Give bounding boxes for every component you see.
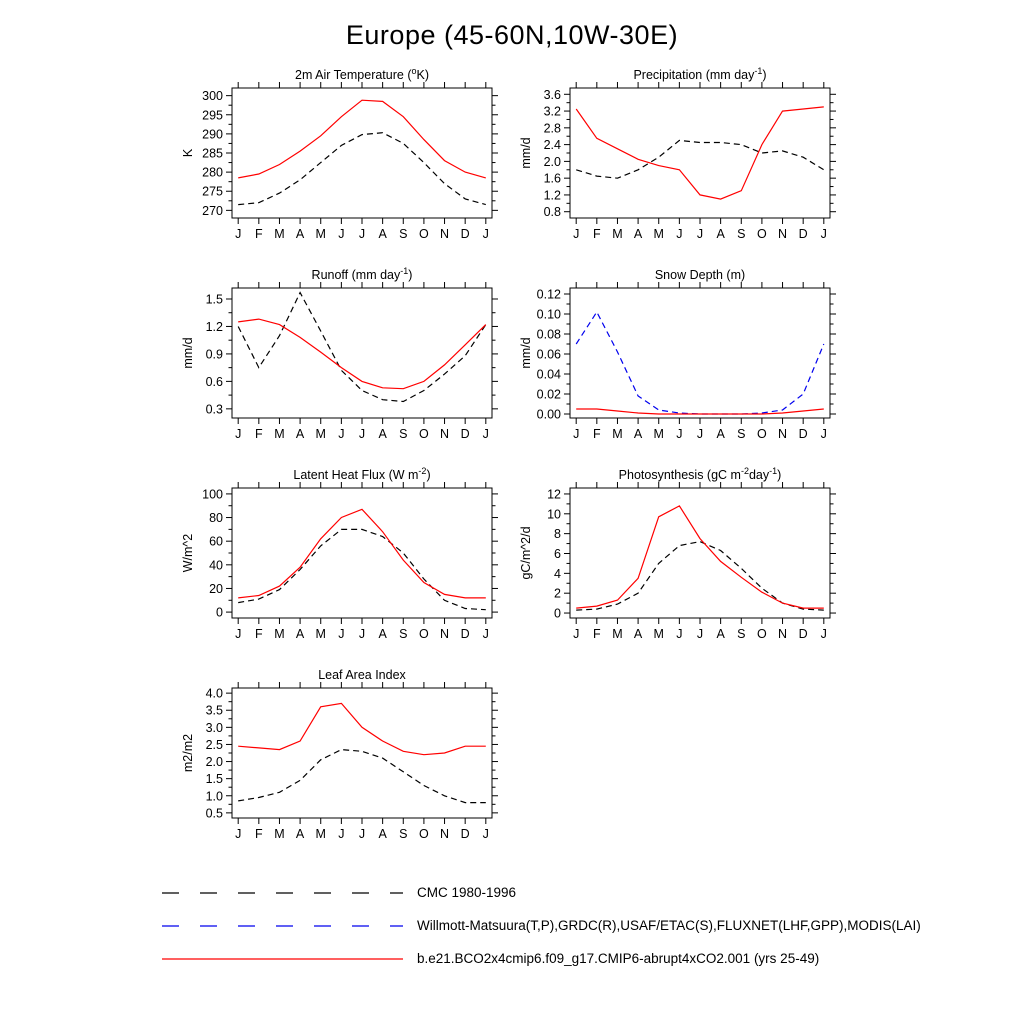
title-sup: -2 [740,466,749,476]
x-tick-label: N [440,227,450,241]
title-text: ) [777,468,782,483]
x-tick-label: J [482,227,489,241]
x-tick-label: J [676,427,683,441]
air-temperature-plot [162,66,502,262]
x-tick-label: M [315,627,326,641]
title-text: Leaf Area Index [318,668,406,683]
y-tick-label: 1.2 [543,188,561,203]
y-tick-label: 4 [554,566,561,581]
x-tick-label: A [716,427,725,441]
x-tick-label: N [778,227,788,241]
x-tick-label: J [696,427,704,441]
y-tick-label: 0 [216,605,223,620]
title-sup: -1 [754,66,763,76]
x-tick-label: A [716,227,725,241]
y-tick-label: 0.5 [205,806,223,821]
title-sup: -2 [418,466,427,476]
y-axis-label: mm/d [181,337,195,369]
chart-latent-heat-flux [162,466,502,662]
y-tick-label: 2.0 [543,154,561,169]
y-tick-label: 0.06 [536,347,561,362]
axes [226,482,498,624]
x-tick-label: S [399,227,408,241]
x-tick-label: A [295,427,305,441]
y-tick-label: 12 [547,487,561,502]
x-tick-label: F [255,627,263,641]
x-tick-label: J [358,227,366,241]
y-tick-label: 2.4 [543,138,561,153]
snow-depth-plot [500,266,840,462]
x-tick-label: F [593,227,601,241]
x-tick-label: J [358,827,366,841]
title-text: ) [408,268,413,283]
x-tick-label: N [440,427,450,441]
axes [226,682,498,824]
x-tick-label: J [338,427,345,441]
x-tick-label: J [676,627,683,641]
y-tick-label: 80 [209,511,223,526]
x-tick-label: M [315,827,326,841]
leaf-area-index-plot [162,666,502,862]
x-tick-label: J [573,627,580,641]
x-tick-label: J [235,827,242,841]
x-tick-label: A [295,227,305,241]
y-tick-label: 285 [202,146,223,161]
x-tick-label: O [419,427,429,441]
x-tick-label: A [633,427,643,441]
x-tick-label: A [378,227,387,241]
x-tick-label: A [378,627,387,641]
title-text: Runoff (mm day [311,268,401,283]
x-tick-label: J [338,227,345,241]
x-tick-label: J [358,427,366,441]
series-obs-dashed-black [238,293,486,402]
y-tick-label: 1.6 [543,171,561,186]
y-tick-label: 3.2 [543,104,561,119]
y-tick-label: 1.5 [205,772,223,787]
chart-leaf-area-index [162,666,502,862]
x-tick-label: M [274,627,285,641]
x-tick-label: F [255,227,263,241]
figure-title: Europe (45-60N,10W-30E) [345,20,679,50]
y-tick-label: 20 [209,581,223,596]
y-axis-label: mm/d [519,137,533,169]
x-tick-label: J [573,427,580,441]
x-tick-label: D [460,627,470,641]
x-tick-label: F [255,827,263,841]
x-tick-label: A [716,627,725,641]
x-tick-label: J [482,827,489,841]
x-tick-label: M [315,227,326,241]
latent-heat-flux-plot [162,466,502,662]
y-axis-label: gC/m^2/d [519,526,533,580]
x-tick-label: A [378,427,387,441]
series-model-red [238,703,486,754]
legend-item [160,876,921,909]
axes [564,82,836,224]
photosynthesis-plot [500,466,840,662]
series-obs-dashed-black [238,750,486,803]
y-tick-label: 295 [202,108,223,123]
y-tick-label: 275 [202,184,223,199]
x-tick-label: M [612,427,623,441]
axes [564,482,836,624]
y-tick-label: 1.5 [205,292,223,307]
legend-label: Willmott-Matsuura(T,P),GRDC(R),USAF/ETAC(S),FLUXNET(LHF,GPP),MODIS(LAI) [417,918,921,933]
x-tick-label: F [593,427,601,441]
y-tick-label: 290 [202,127,223,142]
x-tick-label: J [820,227,827,241]
chart-photosynthesis [500,466,840,662]
x-tick-label: D [460,427,470,441]
y-tick-label: 8 [554,527,561,542]
axes [226,82,498,224]
x-tick-label: M [274,427,285,441]
x-tick-label: F [255,427,263,441]
x-tick-label: S [737,227,746,241]
title-sup: -1 [400,266,409,276]
legend [160,876,921,975]
y-tick-label: 0.08 [536,327,561,342]
x-tick-label: A [378,827,387,841]
legend-label: CMC 1980-1996 [417,885,517,900]
x-tick-label: D [460,827,470,841]
title-sup: o [411,66,417,76]
y-tick-label: 100 [202,487,223,502]
x-tick-label: N [440,827,450,841]
series-model-red [238,100,486,178]
series-model-red [238,509,486,598]
x-tick-label: F [593,627,601,641]
x-tick-label: J [696,627,704,641]
legend-line-dashed-black [160,886,405,900]
y-tick-label: 40 [209,558,223,573]
y-axis-label: W/m^2 [181,533,195,573]
y-tick-label: 0.10 [536,307,561,322]
x-tick-label: J [482,627,489,641]
x-tick-label: J [820,627,827,641]
y-tick-label: 2 [554,586,561,601]
series-obs-dashed-black [238,529,486,609]
x-tick-label: M [653,627,664,641]
y-tick-label: 3.5 [205,703,223,718]
title-text: K) [416,68,429,83]
x-tick-label: N [778,427,788,441]
title-text: Latent Heat Flux (W m [293,468,419,483]
y-tick-label: 0 [554,606,561,621]
y-tick-label: 280 [202,165,223,180]
title-text: day [748,468,770,483]
y-tick-label: 3.6 [543,87,561,102]
x-tick-label: M [612,227,623,241]
x-tick-label: O [757,427,767,441]
y-tick-label: 2.5 [205,737,223,752]
y-tick-label: 0.02 [536,387,561,402]
y-tick-label: 0.3 [205,402,223,417]
y-tick-label: 0.04 [536,367,561,382]
x-tick-label: D [798,427,808,441]
y-tick-label: 300 [202,89,223,104]
legend-item [160,942,921,975]
x-tick-label: O [757,627,767,641]
x-tick-label: S [737,427,746,441]
legend-line-dashed-blue [160,919,405,933]
x-tick-label: D [798,627,808,641]
x-tick-label: J [235,227,242,241]
y-tick-label: 1.2 [205,319,223,334]
y-tick-label: 10 [547,507,561,522]
x-tick-label: O [419,627,429,641]
x-tick-label: M [315,427,326,441]
x-tick-label: N [778,627,788,641]
y-tick-label: 0.12 [536,287,561,302]
title-text: Precipitation (mm day [633,68,755,83]
series-model-red [238,319,486,389]
x-tick-label: N [440,627,450,641]
x-tick-label: S [399,427,408,441]
x-tick-label: J [338,827,345,841]
x-tick-label: O [419,827,429,841]
x-tick-label: M [653,227,664,241]
series-model-red [576,506,824,608]
title-text: Snow Depth (m) [654,268,746,283]
y-tick-label: 270 [202,203,223,218]
x-tick-label: M [274,827,285,841]
x-tick-label: J [482,427,489,441]
chart-air-temperature [162,66,502,262]
y-axis-label: K [181,148,195,158]
x-tick-label: S [399,827,408,841]
precipitation-plot [500,66,840,262]
x-tick-label: J [235,627,242,641]
runoff-plot [162,266,502,462]
y-tick-label: 2.0 [205,755,223,770]
legend-label: b.e21.BCO2x4cmip6.f09_g17.CMIP6-abrupt4xCO2.001 (yrs 25-49) [417,951,820,966]
x-tick-label: O [757,227,767,241]
legend-line-solid-red [160,952,405,966]
y-tick-label: 60 [209,534,223,549]
title-sup: -1 [769,466,778,476]
legend-item [160,909,921,942]
x-tick-label: J [358,627,366,641]
title-text: ) [762,68,767,83]
x-tick-label: A [633,627,643,641]
y-tick-label: 4.0 [205,686,223,701]
y-tick-label: 0.9 [205,347,223,362]
series-model-red [576,107,824,199]
series-obs-dashed-black [576,542,824,611]
x-tick-label: M [653,427,664,441]
y-tick-label: 6 [554,546,561,561]
x-tick-label: D [798,227,808,241]
y-tick-label: 0.6 [205,374,223,389]
series-obs-dashed-black [238,133,486,205]
x-tick-label: A [295,827,305,841]
y-tick-label: 3.0 [205,720,223,735]
x-tick-label: J [676,227,683,241]
chart-snow-depth [500,266,840,462]
x-tick-label: S [737,627,746,641]
chart-precipitation [500,66,840,262]
title-text: ) [426,468,431,483]
x-tick-label: A [633,227,643,241]
chart-runoff [162,266,502,462]
y-axis-label: mm/d [519,337,533,369]
x-tick-label: J [696,227,704,241]
x-tick-label: M [612,627,623,641]
title-text: 2m Air Temperature ( [295,68,412,83]
x-tick-label: D [460,227,470,241]
x-tick-label: J [235,427,242,441]
y-tick-label: 1.0 [205,789,223,804]
x-tick-label: J [820,427,827,441]
x-tick-label: A [295,627,305,641]
y-tick-label: 2.8 [543,121,561,136]
x-tick-label: J [573,227,580,241]
axes [564,282,836,424]
x-tick-label: O [419,227,429,241]
x-tick-label: S [399,627,408,641]
x-tick-label: J [338,627,345,641]
y-tick-label: 0.8 [543,205,561,220]
y-tick-label: 0.00 [536,407,561,422]
x-tick-label: M [274,227,285,241]
series-model-red [576,409,824,414]
series-obs-dashed-blue [576,312,824,414]
title-text: Photosynthesis (gC m [618,468,741,483]
y-axis-label: m2/m2 [181,733,195,773]
